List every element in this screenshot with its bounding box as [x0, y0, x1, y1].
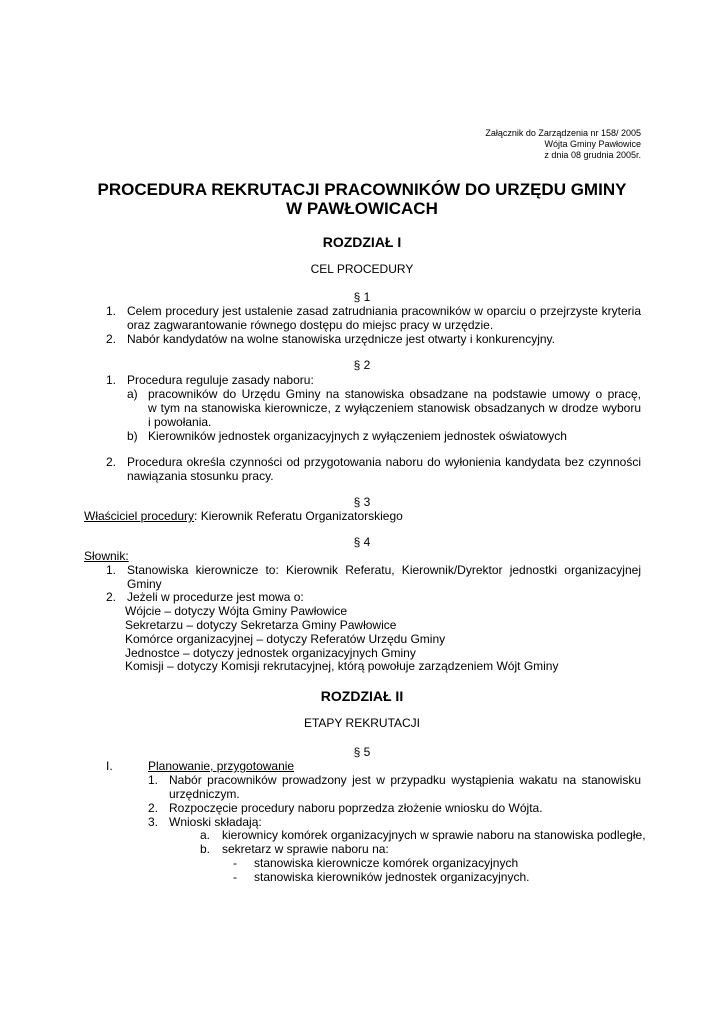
- definition-item: Komórce organizacyjnej – dotyczy Referatów Urzędu Gminy: [125, 632, 446, 646]
- section-mark-4: § 4: [353, 535, 371, 549]
- s5-item-3-number: 3.: [148, 815, 159, 829]
- s4-item-2-number: 2.: [106, 590, 117, 604]
- s2-subitem-b-letter: b): [127, 429, 138, 443]
- s4-item-1-number: 1.: [106, 563, 117, 577]
- s2-subitem-a-letter: a): [127, 387, 138, 401]
- s5-subitem-b-letter: b.: [200, 842, 211, 856]
- s5-dash-item-2: stanowiska kierowników jednostek organizacyjnych.: [254, 870, 530, 884]
- s5-item-2-number: 2.: [148, 801, 159, 815]
- planning-heading: Planowanie, przygotowanie: [148, 759, 295, 773]
- s1-item-1-line-2: oraz zagwarantowanie równego dostępu do miejsc pracy w urzędzie.: [127, 318, 494, 332]
- section-mark-3: § 3: [353, 495, 371, 509]
- document-title-line-1: PROCEDURA REKRUTACJI PRACOWNIKÓW DO URZĘDU GMINY: [97, 180, 627, 199]
- document-title-line-2: W PAWŁOWICACH: [286, 199, 438, 218]
- dash-bullet: -: [233, 870, 237, 884]
- s1-item-2-number: 2.: [106, 332, 117, 346]
- section-mark-2: § 2: [353, 358, 371, 372]
- s5-item-1-line-1: Nabór pracowników prowadzony jest w przypadku wystąpienia wakatu na stanowisku: [169, 773, 641, 787]
- chapter-1-heading: ROZDZIAŁ I: [322, 234, 402, 250]
- procedure-owner-value: : Kierownik Referatu Organizatorskiego: [194, 509, 403, 523]
- s5-subitem-a-letter: a.: [200, 828, 211, 842]
- header-line-3: z dnia 08 grudnia 2005r.: [544, 150, 641, 160]
- chapter-2-subheading: ETAPY REKRUTACJI: [303, 716, 421, 730]
- s2-item-2-number: 2.: [106, 455, 117, 469]
- s4-item-1-line-2: Gminy: [127, 577, 162, 591]
- s4-item-1-line-1: Stanowiska kierownicze to: Kierownik Referatu, Kierownik/Dyrektor jednostki organizacyjnej: [127, 563, 641, 577]
- s2-subitem-a-line-3: i powołania.: [148, 415, 212, 429]
- procedure-owner: [84, 509, 403, 523]
- s2-subitem-a-line-1: pracowników do Urzędu Gminy na stanowiska obsadzane na podstawie umowy o pracę,: [148, 387, 641, 401]
- s2-item-1-number: 1.: [106, 373, 117, 387]
- dash-bullet: -: [233, 856, 237, 870]
- s5-item-1-line-2: urzędniczym.: [169, 787, 240, 801]
- dictionary-label: Słownik:: [84, 549, 129, 563]
- s1-item-2-line-1: Nabór kandydatów na wolne stanowiska urzędnicze jest otwarty i konkurencyjny.: [127, 332, 555, 346]
- s2-subitem-a-line-2: w tym na stanowiska kierownicze, z wyłączeniem stanowisk obsadzanych w drodze wyboru: [148, 401, 641, 415]
- definition-item: Komisji – dotyczy Komisji rekrutacyjnej, którą powołuje zarządzeniem Wójt Gminy: [125, 659, 559, 673]
- definition-item: Jednostce – dotyczy jednostek organizacyjnych Gminy: [125, 646, 416, 660]
- chapter-2-heading: ROZDZIAŁ II: [320, 688, 404, 704]
- s5-item-1-number: 1.: [148, 773, 159, 787]
- s2-subitem-b-line-1: Kierowników jednostek organizacyjnych z wyłączeniem jednostek oświatowych: [148, 429, 567, 443]
- definition-item: Sekretarzu – dotyczy Sekretarza Gminy Pawłowice: [125, 618, 397, 632]
- header-line-2: Wójta Gminy Pawłowice: [544, 139, 641, 149]
- definition-item: Wójcie – dotyczy Wójta Gminy Pawłowice: [125, 604, 348, 618]
- roman-numeral: I.: [106, 759, 113, 773]
- s1-item-1-number: 1.: [106, 304, 117, 318]
- s2-item-2-line-1: Procedura określa czynności od przygotowania naboru do wyłonienia kandydata bez czynności: [127, 455, 641, 469]
- s5-item-2-line-1: Rozpoczęcie procedury naboru poprzedza złożenie wniosku do Wójta.: [169, 801, 543, 815]
- s5-item-3-line-1: Wnioski składają:: [169, 815, 262, 829]
- s5-dash-item-1: stanowiska kierownicze komórek organizacyjnych: [254, 856, 519, 870]
- s2-item-1-line-1: Procedura reguluje zasady naboru:: [127, 373, 314, 387]
- section-mark-5: § 5: [353, 745, 371, 759]
- s5-subitem-a-line-1: kierownicy komórek organizacyjnych w sprawie naboru na stanowiska podległe,: [222, 828, 646, 842]
- chapter-1-subheading: CEL PROCEDURY: [310, 262, 414, 276]
- s5-subitem-b-line-1: sekretarz w sprawie naboru na:: [222, 842, 389, 856]
- header-line-1: Załącznik do Zarządzenia nr 158/ 2005: [485, 128, 641, 138]
- procedure-owner-label: Właściciel procedury: [84, 509, 195, 523]
- section-mark-1: § 1: [353, 290, 371, 304]
- s2-item-2-line-2: nawiązania stosunku pracy.: [127, 469, 274, 483]
- s4-item-2-line-1: Jeżeli w procedurze jest mowa o:: [127, 590, 304, 604]
- s1-item-1-line-1: Celem procedury jest ustalenie zasad zatrudniania pracowników w oparciu o przejrzyste kryteria: [127, 304, 641, 318]
